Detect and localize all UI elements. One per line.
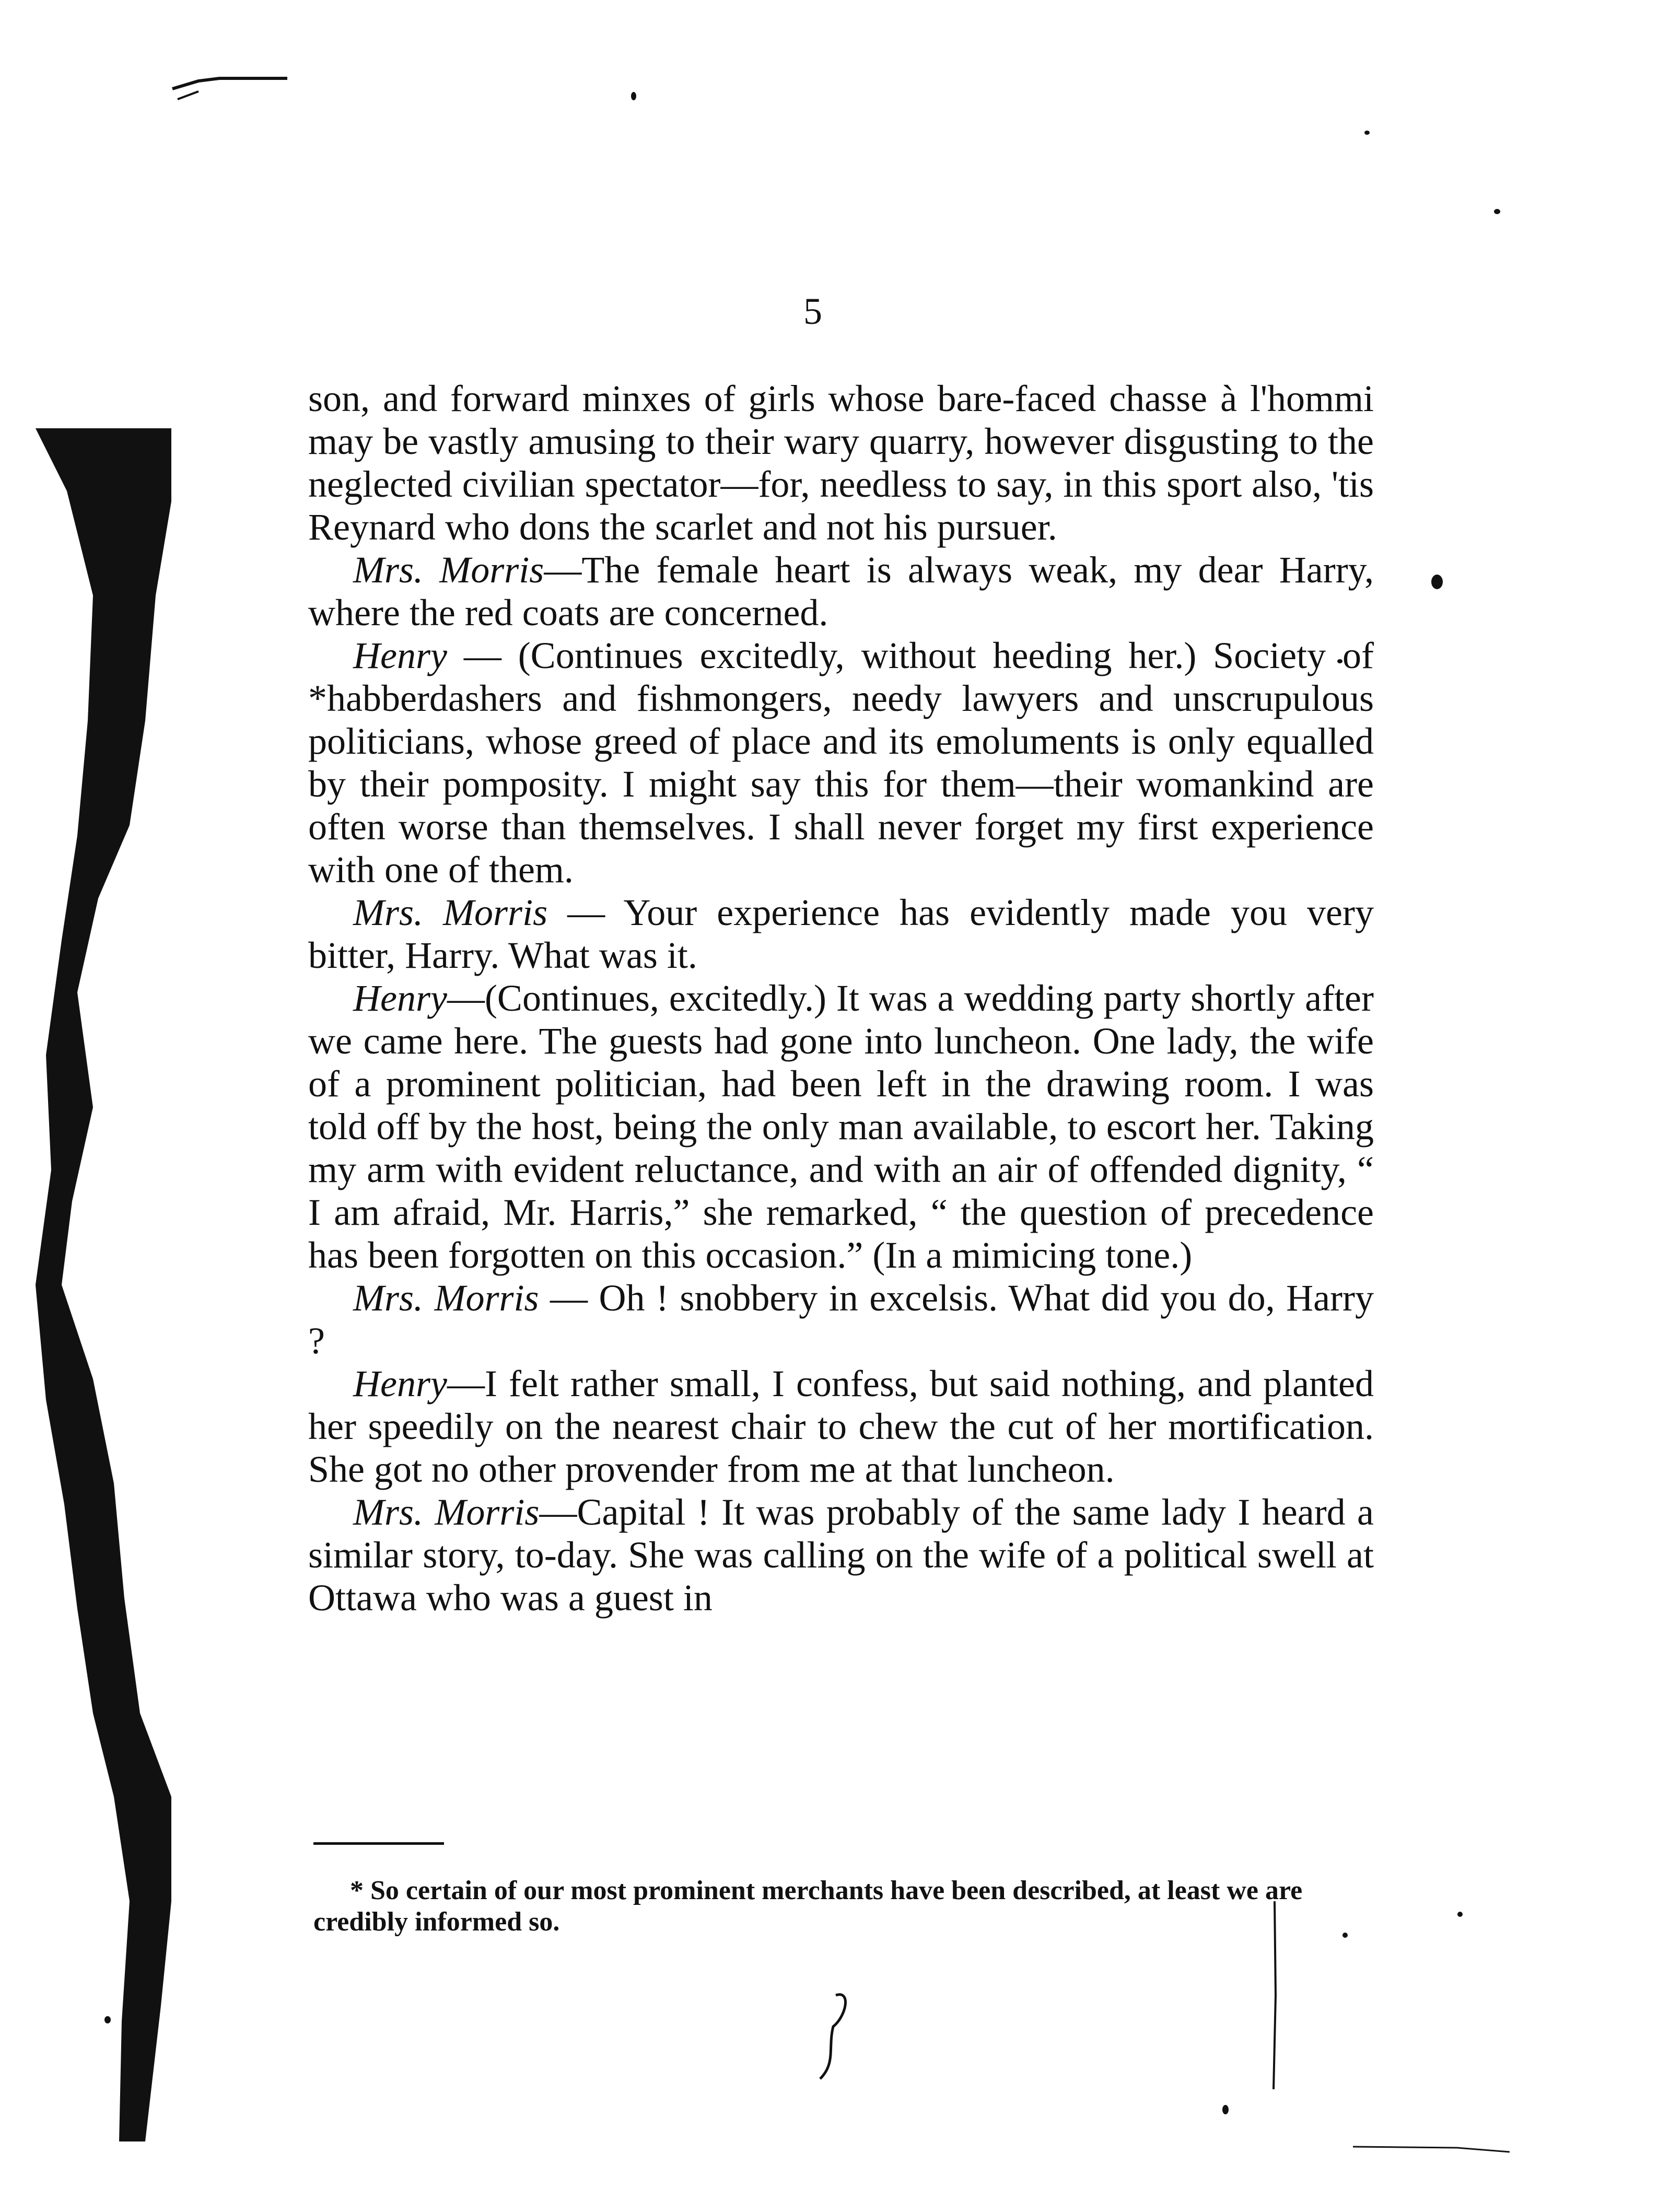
speck [1494, 209, 1500, 214]
body-text [308, 377, 1374, 1619]
speck [1431, 575, 1443, 589]
paragraph-5 [308, 977, 1374, 1277]
paragraph-text: — Your experience has evidently made you very bitter, Harry. What was it. [308, 892, 1374, 976]
speaker-name: Henry [353, 635, 447, 676]
paragraph-text: —I felt rather small, I confess, but said nothing, and planted her speedily on the nearest chair to chew the cut of her mortification. She got no other provender from me at that luncheon. [308, 1363, 1374, 1490]
paragraph-text: — (Continues excitedly, without heeding her.) Society of *habberdashers and fishmongers, needy lawyers and unscrupulous politicians, whose greed of place and its emoluments is only equalled by their pomposity. I might say this for them—their womankind are often worse than themselves. I shall never forget my first experience with one of them. [308, 635, 1374, 891]
speck [104, 2016, 111, 2023]
paragraph-text: —Capital ! It was probably of the same lady I heard a similar story, to-day. She was calling on the wife of a political swell at Ottawa who was a guest in [308, 1491, 1374, 1619]
speaker-name: Mrs. Morris [353, 549, 544, 591]
speaker-name: Henry [353, 977, 447, 1019]
paragraph-7 [308, 1362, 1374, 1491]
paragraph-2 [308, 548, 1374, 634]
speaker-name: Henry [353, 1363, 447, 1405]
pen-stroke [804, 1985, 867, 2089]
paragraph-1 [308, 377, 1374, 548]
binding-shadow [15, 428, 192, 2141]
speck [631, 92, 636, 100]
speck [1364, 131, 1370, 135]
speaker-name: Mrs. Morris [353, 1277, 539, 1319]
corner-mark [167, 63, 293, 104]
paragraph-text: son, and forward minxes of girls whose bare-faced chasse à l'hommi may be vastly amusing to their wary quarry, however disgusting to the neglected civilian spectator—for, needless to say, in this sport also, 'tis Reynard who dons the scarlet and not his pursuer. [308, 378, 1374, 548]
page-number: 5 [803, 290, 822, 332]
margin-line [1353, 2136, 1510, 2168]
paragraph-text: — Oh ! snobbery in excelsis. What did you do, Harry ? [308, 1277, 1374, 1362]
paragraph-8 [308, 1491, 1374, 1619]
speck [1222, 2105, 1229, 2114]
paragraph-3 [308, 634, 1374, 891]
footnote-rule [313, 1842, 444, 1845]
paragraph-text: —(Continues, excitedly.) It was a wedding party shortly after we came here. The guests had gone into luncheon. One lady, the wife of a prominent politician, had been left in the drawing room. I was told off by the host, being the only man available, to escort her. Taking my arm with evident reluctance, and with an air of offended dignity, “ I am afraid, Mr. Harris,” she remarked, “ the question of precedence has been forgotten on this occasion.” (In a mimicing tone.) [308, 977, 1374, 1276]
footnote: * So certain of our most prominent merchants have been described, at least we are credibly informed so. [313, 1876, 1303, 1937]
speck [1457, 1912, 1463, 1917]
speaker-name: Mrs. Morris [353, 892, 548, 933]
speaker-name: Mrs. Morris [353, 1491, 540, 1533]
paragraph-4 [308, 891, 1374, 977]
paragraph-6 [308, 1277, 1374, 1362]
paragraph-text: —The female heart is always weak, my dear Harry, where the red coats are concerned. [308, 549, 1374, 634]
